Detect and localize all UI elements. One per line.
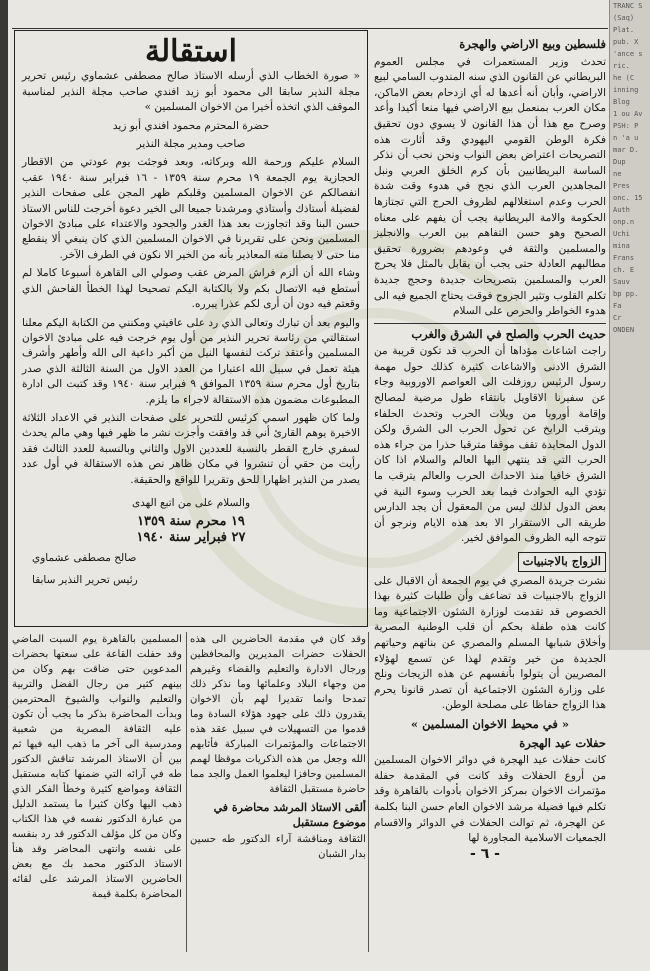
section-divider bbox=[374, 323, 606, 324]
edge-text-line: mina bbox=[613, 242, 630, 250]
edge-text-line: onc. 15 bbox=[613, 194, 643, 202]
section-title-foreign-marriage: الزواج بالاجنبيات bbox=[518, 552, 606, 572]
resignation-salutation-2: صاحب ومدير مجلة النذير bbox=[136, 138, 246, 151]
edge-text-line: onp.n bbox=[613, 218, 635, 226]
edge-text-line: he (C bbox=[613, 74, 635, 82]
resignation-salutation-1: حضرة المحترم محمود افندي أبو زيد bbox=[112, 119, 270, 132]
signature-block bbox=[22, 496, 360, 588]
resignation-article bbox=[22, 34, 360, 620]
edge-text-line: Uchi bbox=[613, 230, 630, 238]
adjacent-page-edge bbox=[609, 0, 650, 650]
edge-text-line: ch. E bbox=[613, 266, 635, 274]
edge-text-line: ne bbox=[613, 170, 622, 178]
resignation-paragraph: واليوم بعد أن تبارك وتعالى الذي رد على عافيتي ومكنني من الكتابة اليكم معلنا استقالتي من رئاسة تحرير النذير من أول يوم خرجت فيه على مبادئ الاخوان المسلمين وأعتقد تركت لنفسها النيل من أكبر داعية الى الله وأطهر وأشرف هيئة تعمل في سبيل الله اعتبارا من العدد الاول من السنة الثالثة الذي صدر بتاريخ أول محرم سنة ١٣٥٩ الموافق ٩ فبراير سنة ١٩٤٠ وقد كتبت الى ادارة المطبوعات مضمون هذه الاستقالة لاجراء ما يلزم. bbox=[22, 316, 360, 406]
date-gregorian: ٢٧ فبراير سنة ١٩٤٠ bbox=[136, 529, 246, 545]
bottom-middle-column bbox=[190, 632, 366, 864]
bottom-middle-heading: ألقى الاستاذ المرشد محاضرة في موضوع مستقبل bbox=[213, 801, 366, 829]
edge-text-line: TRANC S bbox=[613, 2, 643, 10]
section-sign-ikhwan: « في محيط الاخوان المسلمين » bbox=[410, 716, 570, 731]
edge-text-line: Sauv bbox=[613, 278, 630, 286]
edge-text-line: n 'a u bbox=[613, 134, 639, 142]
column-separator bbox=[368, 632, 369, 952]
section-title-palestine: فلسطين وبيع الاراضي والهجرة bbox=[459, 37, 606, 51]
edge-text-line: mar D. bbox=[613, 146, 639, 154]
edge-text-line: inning bbox=[613, 86, 639, 94]
closing-line: والسلام على من اتبع الهدى bbox=[131, 496, 251, 509]
resignation-paragraph: وشاء الله أن ألزم فراش المرض عقب وصولي الى القاهرة أسبوعا كاملا لم أستطع فيه الاتصال بكم ولا بالكتابة اليكم تصحيحا لهذا الخطأ الفاحش الذي وقعتم فيه دون أن أرى لكم عذرا يبرره. bbox=[22, 267, 360, 311]
resignation-intro: « صورة الخطاب الذي أرسله الاستاذ صالح مصطفى عشماوي رئيس تحرير مجلة النذير سابقا الى محمود أبو زيد افندي صاحب مجلة النذير لمناسبة الموقف الذي اتخذه أخيرا من الاخوان المسلمين » bbox=[22, 70, 360, 114]
edge-text-line: Fa bbox=[613, 302, 622, 310]
section-title-war-peace: حديث الحرب والصلح في الشرق والغرب bbox=[411, 326, 606, 341]
edge-text-line: Auth bbox=[613, 206, 630, 214]
bottom-middle-tail: الثقافة ومناقشة آراء الدكتور طه حسين بدار الشبان bbox=[190, 834, 366, 860]
edge-text-line: Frans bbox=[613, 254, 635, 262]
edge-text-line: bp pp. bbox=[613, 290, 639, 298]
signatory-name: صالح مصطفى عشماوي bbox=[32, 552, 137, 565]
bottom-left-column bbox=[12, 632, 182, 904]
column-separator bbox=[186, 632, 187, 952]
scan-left-margin bbox=[0, 0, 8, 971]
section-body-war-peace: راجت اشاعات مؤداها أن الحرب قد تكون قريبة من الشرق الادنى والاشاعات كثيرة كذلك حول مهمة رسول الرئيس روزفلت الى العواصم الاوروبية وجاء عن سفيرنا الاقاويل بانتقاء طول مرضية لمصالح وإقامة أوروبا من ويلات الحرب وتحدث الحلفاء ويترقب الرايخ عن تحول الحرب الى الشرق ولكن الدول المحايدة تقف موقفا مترقبا حذرا من جراء هذه الحرب التي قد ينتهي اليها العالم والسلام اذا كان الشرق خافيا منذ الاحداث الحرب والعالم يترقب ما تؤدي اليه الحوادث فيما بعد الحرب وسوء النية في بعض الدول لذلك ليس من المعقول أن يجد الدارس طريقه الى الاستقرار الا بعد هذه الايام ونرجو أن تتوجه اليه الظروف الموافق لخير. bbox=[374, 345, 606, 545]
resignation-title: استقالة bbox=[144, 34, 238, 69]
edge-text-line: Dup bbox=[613, 158, 626, 166]
date-hijri: ١٩ محرم سنة ١٣٥٩ bbox=[137, 514, 245, 530]
section-body-foreign-marriage: نشرت جريدة المصري في يوم الجمعة أن الاقبال على الزواج بالاجنبيات قد تضاعف وأن طلبات كثيرة بهذا الخصوص قد تقدمت لوزارة الشئون الاجتماعية وما كانت هذه طفلة بحكم أن قلب الوطنية المصرية وأخلاق شبابها المسلم والمصري عن بناتهم وحياتهم الجديدة من خير وتقدم لهذا عن تسمع لهؤلاء المصريين أن يتولوا بأنفسهم عن هذه الزيجات ونلح على وزارة الشئون الاجتماعية أن تصدر قانونا يحرم هذا الزواج حفاظا على مصلحة الوطن. bbox=[374, 574, 606, 712]
bottom-middle-body: وقد كان في مقدمة الحاضرين الى هذه الحفلات حضرات المديرين والمحافظين ورجال الادارة والتعليم والقضاء وغيرهم من وجهاء البلاد وعلمائها وما نذكر ذلك تمدحا وانما تقديرا لهم بأن الاخوان يقدرون ذلك على جهود هؤلاء السادة وما قدموا من التسهيلات في سبيل عقد هذه الاجتماعات والمؤتمرات المباركة فأثابهم الله وجعل من هذه الذكريات موقظا لهمم المسلمين وحافزا ليعلموا العمل والجد مما حاضرة مستقبل الثقافة bbox=[190, 634, 366, 795]
edge-text-line: 'ance s bbox=[613, 50, 643, 58]
resignation-paragraph: ولما كان ظهور اسمي كرئيس للتحرير على صفحات النذير في الاعداد الثلاثة الاخيرة يوهم القارئ أني قد وافقت وأجزت نشر ما ظهر فيها وهي مالم يحدث لسفري خارج القطر بالنسبة للعددين الاول والثاني وبالنسبة للعدد الثالث فقد رأيت من حقي أن تنشروا في مكان ظاهر نص هذه الاستقالة في أول عدد يصدر من النذير اظهارا للحق وتقريرا للواقع والحقيقة. bbox=[22, 411, 360, 486]
edge-text-line: ric. bbox=[613, 62, 630, 70]
resignation-paragraph: السلام عليكم ورحمة الله وبركاته، وبعد فوجئت يوم عودتي من الاقطار الحجازية يوم الجمعة ١٩ محرم سنة ١٣٥٩ - ١٦ فبراير سنة ١٩٤٠ عقب انفصالكم عن الاخوان المسلمين وقلبكم ظهر المجن على صفحات النذير لفضيلة أستاذك وأستاذي ومرشدنا جميعا الى الخير دعوة أخرجت للناس الاستاذ حسن البنا وقد اتجاوزت بعد هذا الغدر والجحود والاعتداء على مبادئ الاخوان المسلمين ونحن على تقريرنا في الاخوان المسلمين الذي كان ينبغي ألا ينقطع منا حتى لا يصلنا منه المعاذير بأنه من الخير الا نكون في الطرف الآخر. bbox=[22, 156, 360, 261]
signatory-title: رئيس تحرير النذير سابقا bbox=[32, 573, 138, 586]
section-body-palestine: تحدث وزير المستعمرات في مجلس العموم البريطاني عن القانون الذي سنه المندوب السامي لبيع الاراضي، وأبان أنه أعدها له أي ازدحام بعض الاماكن، مكان العرب بمنعمل بيع الاراضي فيها منعا أكيدا وأعد وصرح مع هذا أن هذا القانون لا يسوي دون تحقيق فكرة الوطن القومي اليهودي وقد أثارت هذه التصريحات اعتراض بعض النواب ونحن نحب أن نذكر الساسة البريطانيين بأن كرم الخلق العربي ونبل المجاهدين العرب الذي نجح في هدوء وقت شدة الحرب وعدم استغلالهم لظروف الحرج التي تجتازها الحكومة والامة البريطانية يجب أن يفهم على معناه الصحيح وهو حسن التفاهم بين العرب والانجليز والمسلمين والثقة في وعودهم بضرورة تحقيق مطالبهم العادلة حتى يجب أن يقابل بالمثل فلا يحرج العرب والمسلمين بتصريحات جديدة وحجج جديدة تكلم القلوب وتثير الجروح فوقت يحتاج الجميع فيه الى هدوء الخواطر والحرص على السلام bbox=[374, 55, 606, 318]
top-rule bbox=[12, 28, 608, 29]
edge-text-line: pub. X bbox=[613, 38, 639, 46]
page-number: - ٦ - bbox=[470, 846, 500, 862]
edge-text-line: (Saq) bbox=[613, 14, 635, 22]
edge-text-line: PSH: P bbox=[613, 122, 639, 130]
section-title-hijra: حفلات عيد الهجرة bbox=[519, 735, 606, 750]
bottom-left-body: المسلمين بالقاهرة يوم السبت الماضي وقد حفلت القاعة على سعتها بحضرات المدعوين حتى ضاقت بهم وكان من بينهم كثير من رجال الفضل والتربية والتعليم والنواب والشيوخ المحترمين وبدأت المحاضرة بذكر ما يجب أن تكون عليه الثقافة المصرية من شعبية ومدرسية الى آخر ما ذهب اليه فيها ثم بين أن الاستاذ المرشد تناقش الدكتور طه في آرائه التي ضمنها كتابه مستقبل الثقافة ومواضع كثيرة وخطأ الفكر الذي ذهب اليها وكان كثيرا ما يستمد الدليل من عبارة الدكتور نفسه في هذا الكتاب وكان من كل مؤلف الدكتور قد رد بنفسه على نفسه وانتهى المحاضر وقد هنأ الاستاذ الدكتور محمد بك مع بعض الحاضرين الاستاذ المرشد على لقائه المحاضرة بكلمة قيمة bbox=[12, 634, 182, 900]
edge-text-line: 1 ou Av bbox=[613, 110, 643, 118]
section-body-hijra: كانت حفلات عيد الهجرة في دوائر الاخوان المسلمين من أروع الحفلات وقد كانت في المقدمة حفلة مؤتمرات الاخوان بمركز الاخوان بأدوات بالقاهرة وقد تكلم فيها فضيلة مرشد الاخوان العام حسن البنا بكلمة عن الهجرة، ثم توالت الحفلات في الدوائر والاقسام الجمعيات الاسلامية المجاورة لها bbox=[374, 754, 606, 845]
edge-text-line: Pres bbox=[613, 182, 630, 190]
edge-text-line: Blog bbox=[613, 98, 630, 106]
edge-text-line: Cr bbox=[613, 314, 622, 322]
edge-text-line: Plat. bbox=[613, 26, 635, 34]
edge-text-line: ONDEN bbox=[613, 326, 635, 334]
right-column bbox=[374, 34, 606, 959]
